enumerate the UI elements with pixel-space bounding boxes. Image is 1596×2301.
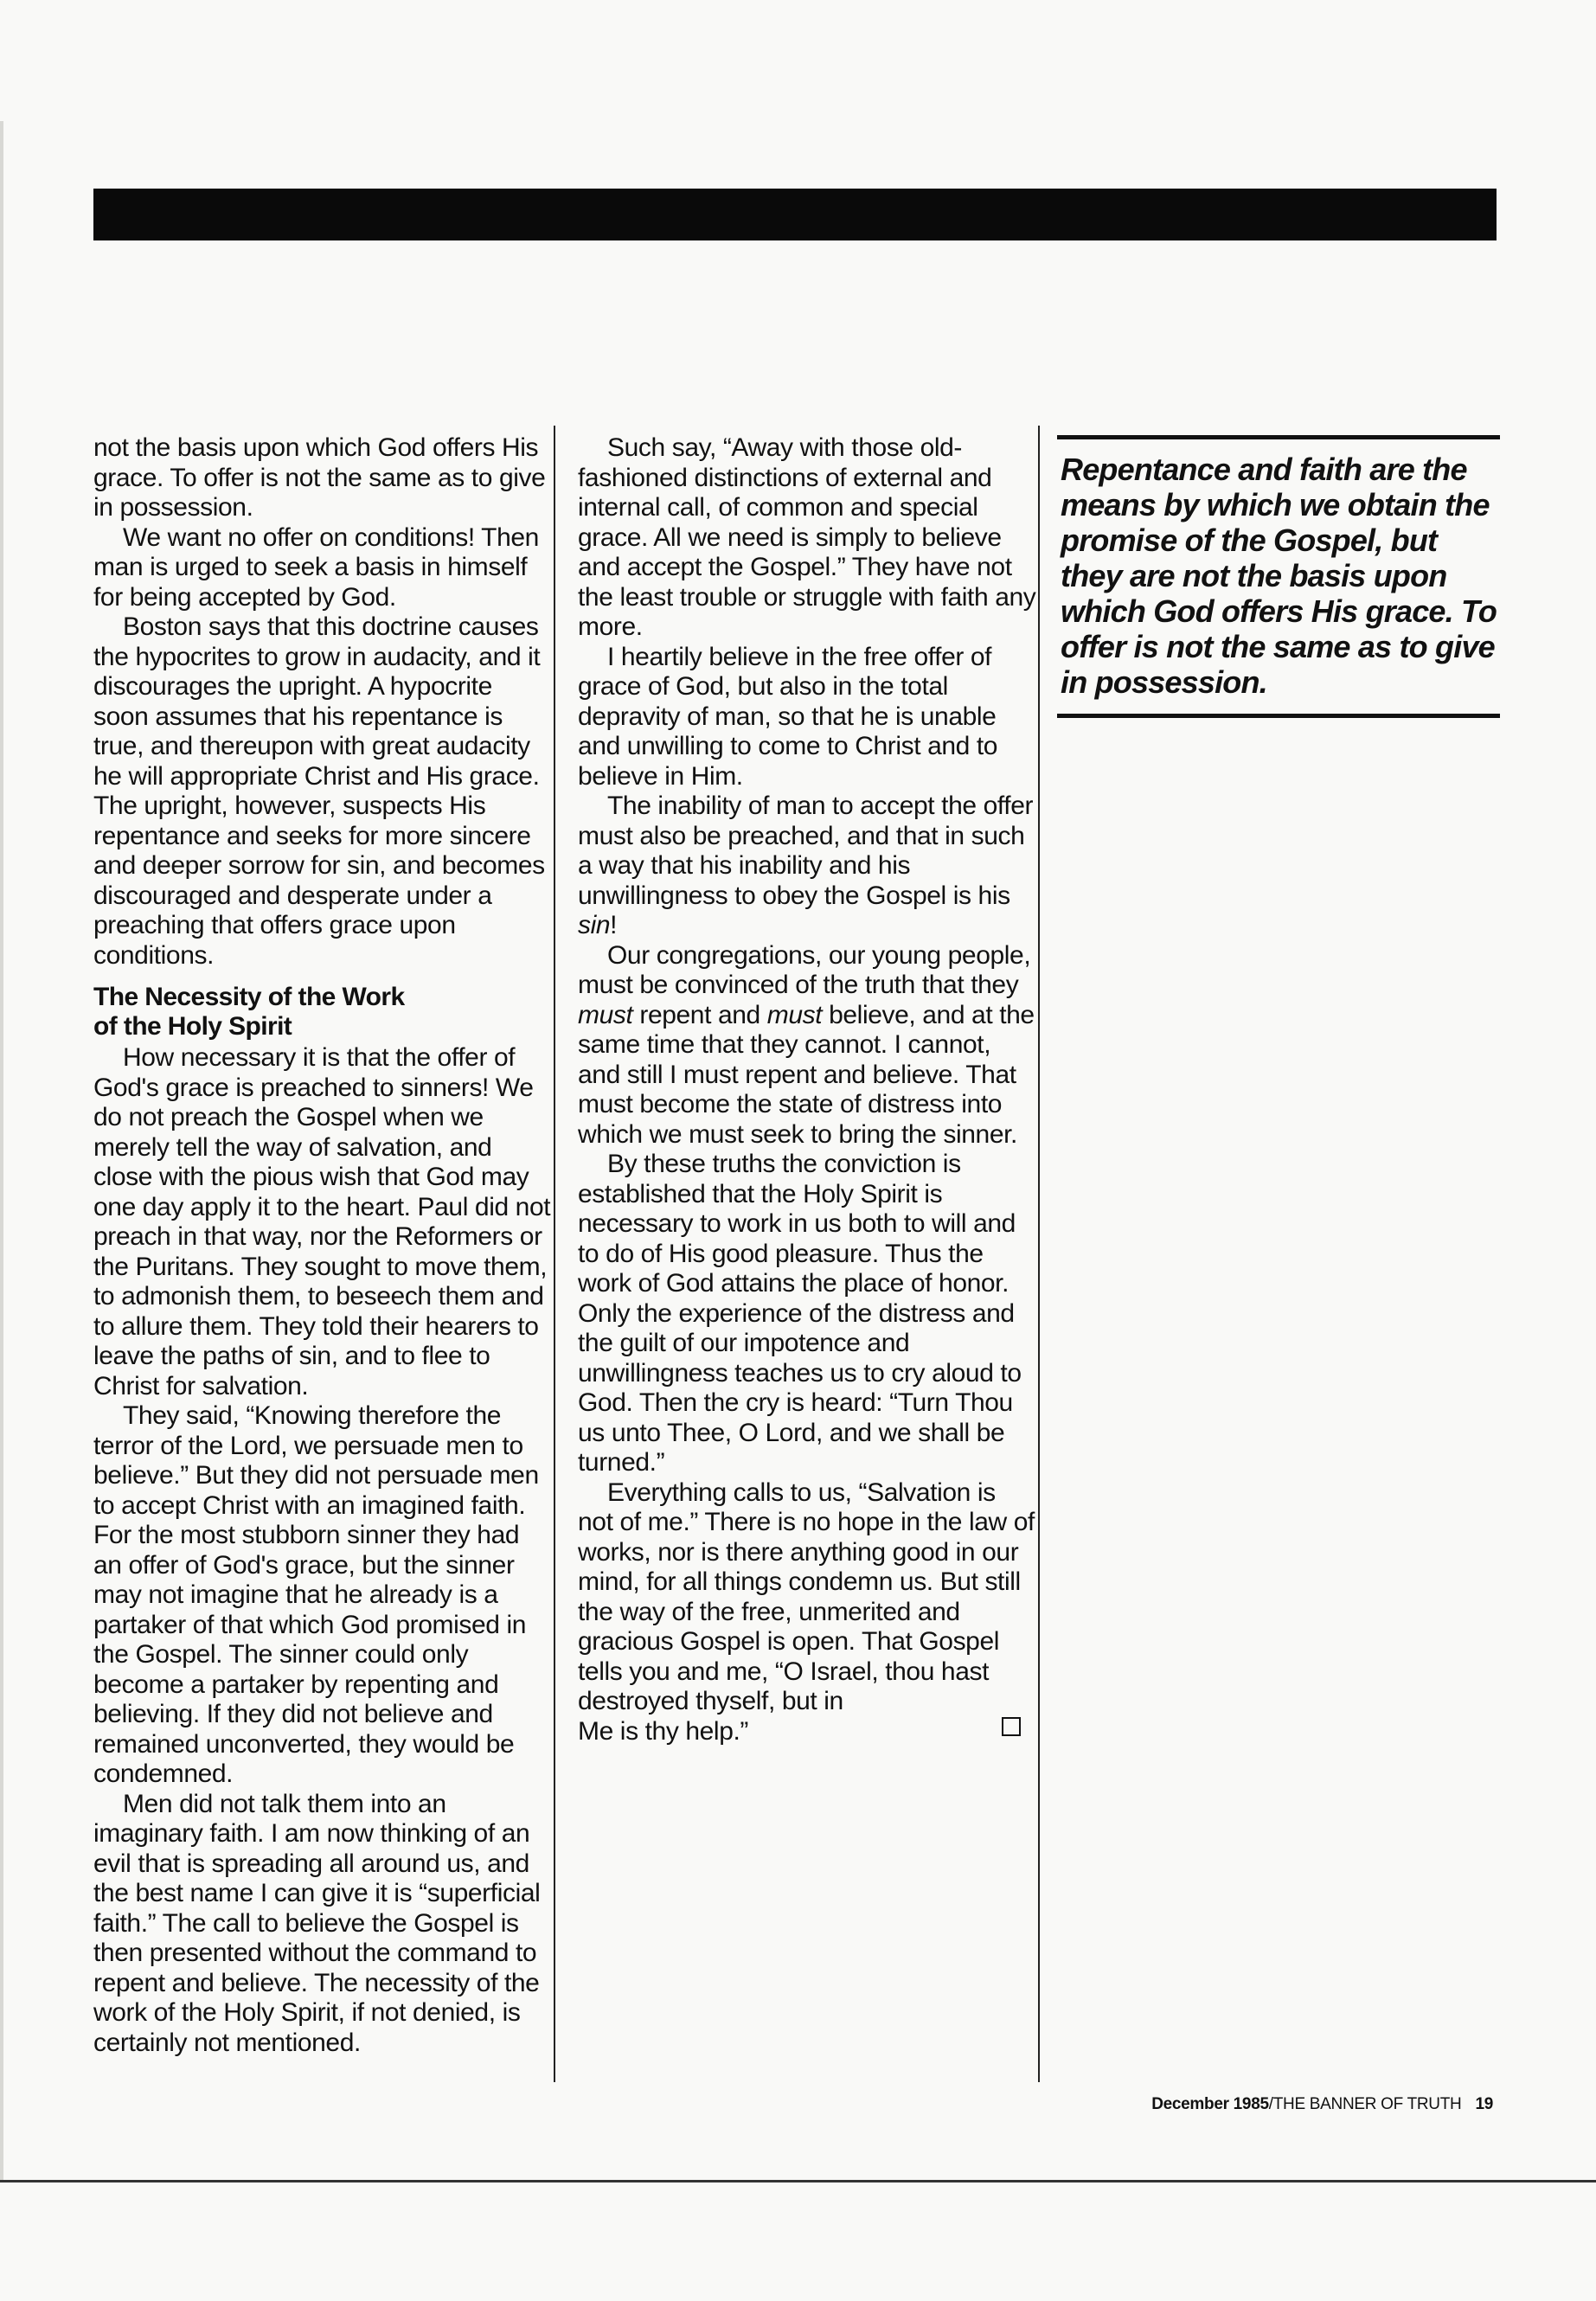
article-column-2 [578,433,1036,1747]
paragraph: How necessary it is that the offer of God's grace is preached to sinners! We do not preach the Gospel when we merely tell the way of salvation, and close with the pious wish that God may one day apply it to the heart. Paul did not preach in that way, nor the Reformers or the Puritans. They sought to move them, to admonish them, to beseech them and to allure them. They told their hearers to leave the paths of sin, and to flee to Christ for salvation. [93,1043,551,1400]
emphasis: must [578,1000,633,1029]
scan-edge [0,121,3,2180]
pull-quote-text: Repentance and faith are the means by which we obtain the promise of the Gospel, but they are not the basis upon which God offers His grace. To offer is not the same as to give in possession. [1061,452,1497,700]
section-heading [93,983,552,1042]
header-banner [93,189,1497,240]
paragraph: They said, “Knowing therefore the terror of the Lord, we persuade men to believe.” But they did not persuade men to accept Christ with an imagined faith. For the most stubborn sinner they had an offer of God's grace, but the sinner may not imagine that he already is a partaker of that which God promised in the Gospel. The sinner could only become a partaker by repenting and believing. If they did not believe and remained unconverted, they would be condemned. [93,1401,539,1788]
paragraph: Everything calls to us, “Salvation is not of me.” There is no hope in the law of works, nor is there anything good in our mind, for all things condemn us. But still the way of the free, unmerited and gracious Gospel is open. That Gospel tells you and me, “O Israel, thou hast destroyed thyself, but in [578,1477,1035,1715]
paragraph: We want no offer on conditions! Then man is urged to seek a basis in himself for being accepted by God. [93,522,539,612]
paragraph-last-line: Me is thy help.” [578,1717,1036,1747]
paragraph: Boston says that this doctrine causes the hypocrites to grow in audacity, and it discourages the upright. A hypocrite soon assumes that his repentance is true, and thereupon with great audacity he will appropriate Christ and His grace. The upright, however, suspects His repentance and seeks for more sincere and deeper sorrow for sin, and becomes discouraged and desperate under a preaching that offers grace upon conditions. [93,612,545,970]
emphasis: must [766,1000,823,1029]
end-mark-icon [1002,1717,1021,1736]
paragraph: By these truths the conviction is established that the Holy Spirit is necessary to work in us both to will and to do of His good pleasure. Thus the work of God attains the place of honor. Only the experience of the distress and the guilt of our impotence and unwillingness teaches us to cry aloud to God. Then the cry is heard: “Turn Thou us unto Thee, O Lord, and we shall be turned.” [578,1150,1022,1477]
scan-bottom-edge [0,2180,1596,2182]
paragraph: not the basis upon which God offers His grace. To offer is not the same as to give in possession. [93,433,546,522]
emphasis: sin [578,911,611,939]
paragraph: Our congregations, our young people, must be convinced of the truth that they must repent and must believe, and at the same time that they cannot. I cannot, and still I must repent and believe. That must become the state of distress into which we must seek to bring the sinner. [578,940,1035,1149]
footer-publication: /THE BANNER OF TRUTH [1268,2095,1462,2113]
pull-quote [1057,435,1500,718]
page-footer [1151,2095,1493,2114]
paragraph: I heartily believe in the free offer of grace of God, but also in the total depravity of man, so that he is unable and unwilling to come to Christ and to believe in Him. [578,642,998,791]
paragraph: Such say, “Away with those old-fashioned distinctions of external and internal call, of common and special grace. All we need is simply to believe and accept the Gospel.” They have not the least trouble or struggle with faith any more. [578,433,1036,641]
column-divider [554,426,555,2082]
paragraph: The inability of man to accept the offer must also be preached, and that in such a way that his inability and his unwillingness to obey the Gospel is his sin! [578,792,1034,939]
column-divider [1038,426,1040,2082]
article-column-1 [93,433,552,2058]
section-heading-line: of the Holy Spirit [93,1012,292,1041]
section-heading-line: The Necessity of the Work [93,983,405,1011]
page-number: 19 [1475,2095,1493,2113]
footer-date: December 1985 [1151,2095,1269,2113]
paragraph: Men did not talk them into an imaginary faith. I am now thinking of an evil that is spreading all around us, and the best name I can give it is “superficial faith.” The call to believe the Gospel is then presented without the command to repent and believe. The necessity of the work of the Holy Spirit, if not denied, is certainly not mentioned. [93,1789,541,2057]
